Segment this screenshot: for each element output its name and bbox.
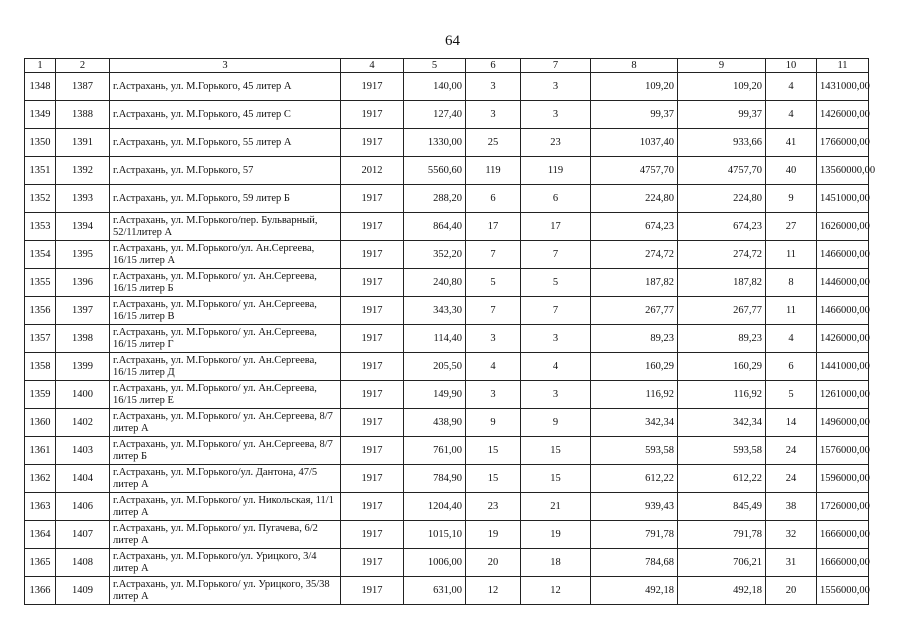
amount-cell: 1426000,00 xyxy=(817,101,869,129)
row-number-cell: 1355 xyxy=(25,269,56,297)
address-cell: г.Астрахань, ул. М.Горького/ ул. Ан.Сергеева, 16/15 литер Д xyxy=(110,353,341,381)
record-id-cell: 1404 xyxy=(56,465,110,493)
value-b-cell: 224,80 xyxy=(678,185,766,213)
amount-cell: 1766000,00 xyxy=(817,129,869,157)
count-c-cell: 8 xyxy=(766,269,817,297)
area-cell: 5560,60 xyxy=(404,157,466,185)
address-cell: г.Астрахань, ул. М.Горького/ул. Ан.Сергеева, 16/15 литер А xyxy=(110,241,341,269)
address-cell: г.Астрахань, ул. М.Горького/ ул. Никольская, 11/1 литер А xyxy=(110,493,341,521)
year-cell: 1917 xyxy=(341,493,404,521)
value-b-cell: 791,78 xyxy=(678,521,766,549)
count-a-cell: 7 xyxy=(466,241,521,269)
row-number-cell: 1354 xyxy=(25,241,56,269)
value-b-cell: 593,58 xyxy=(678,437,766,465)
record-id-cell: 1406 xyxy=(56,493,110,521)
value-a-cell: 4757,70 xyxy=(591,157,678,185)
address-cell: г.Астрахань, ул. М.Горького/ ул. Ан.Сергеева, 16/15 литер В xyxy=(110,297,341,325)
table-row xyxy=(25,325,869,353)
column-header: 8 xyxy=(591,59,678,73)
count-c-cell: 9 xyxy=(766,185,817,213)
count-c-cell: 6 xyxy=(766,353,817,381)
count-b-cell: 5 xyxy=(521,269,591,297)
record-id-cell: 1399 xyxy=(56,353,110,381)
column-header: 11 xyxy=(817,59,869,73)
row-number-cell: 1356 xyxy=(25,297,56,325)
table-row xyxy=(25,269,869,297)
count-c-cell: 20 xyxy=(766,577,817,605)
row-number-cell: 1349 xyxy=(25,101,56,129)
address-cell: г.Астрахань, ул. М.Горького/ ул. Ан.Сергеева, 8/7 литер А xyxy=(110,409,341,437)
address-cell: г.Астрахань, ул. М.Горького, 55 литер А xyxy=(110,129,341,157)
column-header: 3 xyxy=(110,59,341,73)
count-a-cell: 23 xyxy=(466,493,521,521)
record-id-cell: 1392 xyxy=(56,157,110,185)
record-id-cell: 1400 xyxy=(56,381,110,409)
area-cell: 438,90 xyxy=(404,409,466,437)
count-c-cell: 24 xyxy=(766,465,817,493)
address-cell: г.Астрахань, ул. М.Горького/пер. Бульварный, 52/11литер А xyxy=(110,213,341,241)
value-a-cell: 342,34 xyxy=(591,409,678,437)
table-row xyxy=(25,241,869,269)
count-c-cell: 32 xyxy=(766,521,817,549)
column-header: 6 xyxy=(466,59,521,73)
table-row xyxy=(25,297,869,325)
record-id-cell: 1397 xyxy=(56,297,110,325)
area-cell: 1330,00 xyxy=(404,129,466,157)
count-a-cell: 6 xyxy=(466,185,521,213)
count-b-cell: 15 xyxy=(521,437,591,465)
value-a-cell: 109,20 xyxy=(591,73,678,101)
amount-cell: 1496000,00 xyxy=(817,409,869,437)
row-number-cell: 1352 xyxy=(25,185,56,213)
column-header: 10 xyxy=(766,59,817,73)
amount-cell: 1261000,00 xyxy=(817,381,869,409)
address-cell: г.Астрахань, ул. М.Горького/ ул. Пугачева, 6/2 литер А xyxy=(110,521,341,549)
table-row xyxy=(25,129,869,157)
column-header: 1 xyxy=(25,59,56,73)
amount-cell: 13560000,00 xyxy=(817,157,869,185)
year-cell: 1917 xyxy=(341,465,404,493)
amount-cell: 1441000,00 xyxy=(817,353,869,381)
address-cell: г.Астрахань, ул. М.Горького/ ул. Ан.Сергеева, 16/15 литер Б xyxy=(110,269,341,297)
header-row xyxy=(25,59,869,73)
value-a-cell: 224,80 xyxy=(591,185,678,213)
count-c-cell: 40 xyxy=(766,157,817,185)
row-number-cell: 1358 xyxy=(25,353,56,381)
value-b-cell: 274,72 xyxy=(678,241,766,269)
table-row xyxy=(25,353,869,381)
count-b-cell: 12 xyxy=(521,577,591,605)
value-b-cell: 4757,70 xyxy=(678,157,766,185)
count-b-cell: 3 xyxy=(521,101,591,129)
area-cell: 140,00 xyxy=(404,73,466,101)
count-b-cell: 18 xyxy=(521,549,591,577)
count-c-cell: 4 xyxy=(766,73,817,101)
value-b-cell: 160,29 xyxy=(678,353,766,381)
amount-cell: 1451000,00 xyxy=(817,185,869,213)
count-b-cell: 3 xyxy=(521,381,591,409)
table-row xyxy=(25,437,869,465)
amount-cell: 1426000,00 xyxy=(817,325,869,353)
address-cell: г.Астрахань, ул. М.Горького/ ул. Ан.Сергеева, 16/15 литер Е xyxy=(110,381,341,409)
address-cell: г.Астрахань, ул. М.Горького/ ул. Ан.Сергеева, 8/7 литер Б xyxy=(110,437,341,465)
record-id-cell: 1408 xyxy=(56,549,110,577)
value-b-cell: 89,23 xyxy=(678,325,766,353)
amount-cell: 1576000,00 xyxy=(817,437,869,465)
row-number-cell: 1359 xyxy=(25,381,56,409)
count-c-cell: 14 xyxy=(766,409,817,437)
row-number-cell: 1350 xyxy=(25,129,56,157)
address-cell: г.Астрахань, ул. М.Горького, 45 литер А xyxy=(110,73,341,101)
area-cell: 631,00 xyxy=(404,577,466,605)
count-b-cell: 119 xyxy=(521,157,591,185)
count-a-cell: 3 xyxy=(466,325,521,353)
count-a-cell: 9 xyxy=(466,409,521,437)
table-row xyxy=(25,381,869,409)
record-id-cell: 1407 xyxy=(56,521,110,549)
area-cell: 1204,40 xyxy=(404,493,466,521)
record-id-cell: 1394 xyxy=(56,213,110,241)
count-a-cell: 19 xyxy=(466,521,521,549)
value-b-cell: 612,22 xyxy=(678,465,766,493)
year-cell: 1917 xyxy=(341,269,404,297)
column-header: 9 xyxy=(678,59,766,73)
value-a-cell: 492,18 xyxy=(591,577,678,605)
table-body xyxy=(25,73,876,605)
count-a-cell: 3 xyxy=(466,101,521,129)
column-header: 5 xyxy=(404,59,466,73)
count-a-cell: 17 xyxy=(466,213,521,241)
table-row xyxy=(25,549,869,577)
year-cell: 1917 xyxy=(341,437,404,465)
year-cell: 1917 xyxy=(341,213,404,241)
year-cell: 1917 xyxy=(341,409,404,437)
count-a-cell: 4 xyxy=(466,353,521,381)
record-id-cell: 1388 xyxy=(56,101,110,129)
count-b-cell: 21 xyxy=(521,493,591,521)
table-row xyxy=(25,409,869,437)
area-cell: 149,90 xyxy=(404,381,466,409)
year-cell: 1917 xyxy=(341,549,404,577)
year-cell: 1917 xyxy=(341,185,404,213)
value-a-cell: 784,68 xyxy=(591,549,678,577)
table-row xyxy=(25,73,869,101)
row-number-cell: 1364 xyxy=(25,521,56,549)
area-cell: 205,50 xyxy=(404,353,466,381)
count-c-cell: 38 xyxy=(766,493,817,521)
value-b-cell: 845,49 xyxy=(678,493,766,521)
year-cell: 1917 xyxy=(341,73,404,101)
value-b-cell: 187,82 xyxy=(678,269,766,297)
page-number: 64 xyxy=(445,33,460,49)
amount-cell: 1626000,00 xyxy=(817,213,869,241)
value-b-cell: 116,92 xyxy=(678,381,766,409)
count-c-cell: 11 xyxy=(766,241,817,269)
count-a-cell: 25 xyxy=(466,129,521,157)
value-b-cell: 933,66 xyxy=(678,129,766,157)
row-number-cell: 1366 xyxy=(25,577,56,605)
area-cell: 352,20 xyxy=(404,241,466,269)
address-cell: г.Астрахань, ул. М.Горького, 57 xyxy=(110,157,341,185)
column-header: 2 xyxy=(56,59,110,73)
area-cell: 240,80 xyxy=(404,269,466,297)
record-id-cell: 1403 xyxy=(56,437,110,465)
year-cell: 1917 xyxy=(341,325,404,353)
value-a-cell: 267,77 xyxy=(591,297,678,325)
table-row xyxy=(25,577,869,605)
amount-cell: 1446000,00 xyxy=(817,269,869,297)
address-cell: г.Астрахань, ул. М.Горького/ ул. Ан.Сергеева, 16/15 литер Г xyxy=(110,325,341,353)
count-b-cell: 6 xyxy=(521,185,591,213)
count-b-cell: 3 xyxy=(521,325,591,353)
address-cell: г.Астрахань, ул. М.Горького, 45 литер С xyxy=(110,101,341,129)
row-number-cell: 1361 xyxy=(25,437,56,465)
amount-cell: 1466000,00 xyxy=(817,297,869,325)
value-b-cell: 267,77 xyxy=(678,297,766,325)
table-row xyxy=(25,213,869,241)
value-b-cell: 674,23 xyxy=(678,213,766,241)
count-c-cell: 31 xyxy=(766,549,817,577)
record-id-cell: 1396 xyxy=(56,269,110,297)
value-a-cell: 116,92 xyxy=(591,381,678,409)
year-cell: 1917 xyxy=(341,297,404,325)
value-b-cell: 109,20 xyxy=(678,73,766,101)
record-id-cell: 1387 xyxy=(56,73,110,101)
count-b-cell: 19 xyxy=(521,521,591,549)
area-cell: 288,20 xyxy=(404,185,466,213)
amount-cell: 1726000,00 xyxy=(817,493,869,521)
table-row xyxy=(25,465,869,493)
count-c-cell: 27 xyxy=(766,213,817,241)
row-number-cell: 1365 xyxy=(25,549,56,577)
count-b-cell: 17 xyxy=(521,213,591,241)
table-header xyxy=(25,59,869,73)
row-number-cell: 1360 xyxy=(25,409,56,437)
year-cell: 1917 xyxy=(341,521,404,549)
record-id-cell: 1391 xyxy=(56,129,110,157)
count-a-cell: 12 xyxy=(466,577,521,605)
count-b-cell: 3 xyxy=(521,73,591,101)
table-row xyxy=(25,157,869,185)
area-cell: 114,40 xyxy=(404,325,466,353)
amount-cell: 1556000,00 xyxy=(817,577,869,605)
area-cell: 761,00 xyxy=(404,437,466,465)
year-cell: 1917 xyxy=(341,241,404,269)
year-cell: 1917 xyxy=(341,381,404,409)
count-c-cell: 4 xyxy=(766,325,817,353)
table-row xyxy=(25,185,869,213)
value-b-cell: 342,34 xyxy=(678,409,766,437)
column-header: 4 xyxy=(341,59,404,73)
count-b-cell: 7 xyxy=(521,241,591,269)
count-a-cell: 3 xyxy=(466,73,521,101)
value-a-cell: 593,58 xyxy=(591,437,678,465)
row-number-cell: 1348 xyxy=(25,73,56,101)
record-id-cell: 1395 xyxy=(56,241,110,269)
record-id-cell: 1398 xyxy=(56,325,110,353)
count-b-cell: 23 xyxy=(521,129,591,157)
address-cell: г.Астрахань, ул. М.Горького/ ул. Урицкого, 35/38 литер А xyxy=(110,577,341,605)
count-c-cell: 4 xyxy=(766,101,817,129)
value-b-cell: 492,18 xyxy=(678,577,766,605)
year-cell: 1917 xyxy=(341,353,404,381)
area-cell: 343,30 xyxy=(404,297,466,325)
count-c-cell: 41 xyxy=(766,129,817,157)
area-cell: 864,40 xyxy=(404,213,466,241)
count-a-cell: 7 xyxy=(466,297,521,325)
year-cell: 1917 xyxy=(341,577,404,605)
count-c-cell: 11 xyxy=(766,297,817,325)
count-b-cell: 4 xyxy=(521,353,591,381)
amount-cell: 1666000,00 xyxy=(817,549,869,577)
value-a-cell: 674,23 xyxy=(591,213,678,241)
value-a-cell: 99,37 xyxy=(591,101,678,129)
year-cell: 1917 xyxy=(341,129,404,157)
table-row xyxy=(25,521,869,549)
count-b-cell: 7 xyxy=(521,297,591,325)
record-id-cell: 1393 xyxy=(56,185,110,213)
count-a-cell: 3 xyxy=(466,381,521,409)
count-b-cell: 15 xyxy=(521,465,591,493)
column-header: 7 xyxy=(521,59,591,73)
count-c-cell: 5 xyxy=(766,381,817,409)
value-a-cell: 1037,40 xyxy=(591,129,678,157)
address-cell: г.Астрахань, ул. М.Горького/ул. Урицкого, 3/4 литер А xyxy=(110,549,341,577)
amount-cell: 1596000,00 xyxy=(817,465,869,493)
address-cell: г.Астрахань, ул. М.Горького/ул. Дантона, 47/5 литер А xyxy=(110,465,341,493)
count-a-cell: 5 xyxy=(466,269,521,297)
area-cell: 784,90 xyxy=(404,465,466,493)
area-cell: 127,40 xyxy=(404,101,466,129)
area-cell: 1015,10 xyxy=(404,521,466,549)
row-number-cell: 1353 xyxy=(25,213,56,241)
amount-cell: 1466000,00 xyxy=(817,241,869,269)
value-a-cell: 274,72 xyxy=(591,241,678,269)
table-row xyxy=(25,101,869,129)
area-cell: 1006,00 xyxy=(404,549,466,577)
address-cell: г.Астрахань, ул. М.Горького, 59 литер Б xyxy=(110,185,341,213)
count-b-cell: 9 xyxy=(521,409,591,437)
amount-cell: 1666000,00 xyxy=(817,521,869,549)
record-id-cell: 1402 xyxy=(56,409,110,437)
count-a-cell: 15 xyxy=(466,465,521,493)
count-a-cell: 20 xyxy=(466,549,521,577)
year-cell: 2012 xyxy=(341,157,404,185)
row-number-cell: 1351 xyxy=(25,157,56,185)
value-a-cell: 187,82 xyxy=(591,269,678,297)
value-a-cell: 939,43 xyxy=(591,493,678,521)
value-b-cell: 99,37 xyxy=(678,101,766,129)
value-a-cell: 160,29 xyxy=(591,353,678,381)
value-a-cell: 612,22 xyxy=(591,465,678,493)
record-id-cell: 1409 xyxy=(56,577,110,605)
value-a-cell: 791,78 xyxy=(591,521,678,549)
row-number-cell: 1363 xyxy=(25,493,56,521)
row-number-cell: 1357 xyxy=(25,325,56,353)
table-row xyxy=(25,493,869,521)
year-cell: 1917 xyxy=(341,101,404,129)
registry-table xyxy=(24,58,876,605)
count-c-cell: 24 xyxy=(766,437,817,465)
value-b-cell: 706,21 xyxy=(678,549,766,577)
count-a-cell: 15 xyxy=(466,437,521,465)
amount-cell: 1431000,00 xyxy=(817,73,869,101)
value-a-cell: 89,23 xyxy=(591,325,678,353)
count-a-cell: 119 xyxy=(466,157,521,185)
row-number-cell: 1362 xyxy=(25,465,56,493)
